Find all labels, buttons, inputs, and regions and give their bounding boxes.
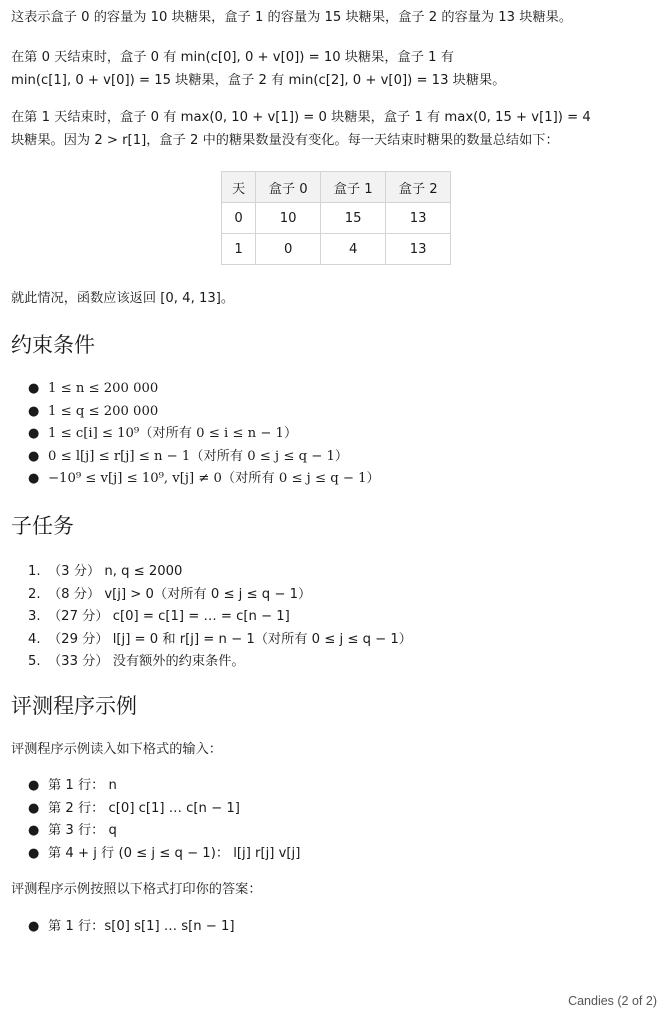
list-item: 3. （27 分） c[0] = c[1] = … = c[n − 1] [28, 609, 290, 625]
candies-summary-table [221, 171, 451, 265]
list-item: 1. （3 分） n, q ≤ 2000 [28, 564, 183, 579]
list-item: ● 第 1 行： n [0, 775, 300, 798]
intro-paragraph-capacities: 这表示盒子 0 的容量为 10 块糖果，盒子 1 的容量为 15 块糖果，盒子 2 的容量为 13 块糖果。 [11, 10, 573, 25]
constraints-list [0, 378, 380, 491]
table-header-cell: 天 [222, 172, 256, 203]
list-item: ● 1 ≤ n ≤ 200 000 [0, 378, 380, 401]
grader-output-intro: 评测程序示例按照以下格式打印你的答案： [11, 882, 262, 897]
bullet-icon: ● [28, 778, 40, 793]
grader-output-list [0, 916, 235, 939]
table-cell: 10 [256, 203, 321, 234]
grader-input-list [0, 775, 300, 865]
table-header-cell: 盒子 1 [321, 172, 386, 203]
grader-heading: 评测程序示例 [11, 694, 137, 718]
table-row [222, 234, 451, 265]
bullet-icon: ● [28, 381, 40, 396]
intro-paragraph-day0-line1: 在第 0 天结束时，盒子 0 有 min(c[0], 0 + v[0]) = 10 块糖果，盒子 1 有 [11, 50, 454, 65]
table-cell: 15 [321, 203, 386, 234]
subtasks-list [0, 561, 412, 674]
bullet-icon: ● [28, 471, 40, 487]
table-row [222, 203, 451, 234]
table-cell: 0 [256, 234, 321, 265]
list-item: ● 1 ≤ q ≤ 200 000 [0, 401, 380, 424]
table-cell: 1 [222, 234, 256, 265]
table-cell: 13 [386, 203, 451, 234]
list-item: ● 1 ≤ c[i] ≤ 10⁹（对所有 0 ≤ i ≤ n − 1） [0, 423, 380, 446]
bullet-icon: ● [28, 823, 40, 839]
list-item: 2. （8 分） v[j] > 0（对所有 0 ≤ j ≤ q − 1） [28, 586, 312, 602]
bullet-icon: ● [28, 919, 40, 934]
table-cell: 0 [222, 203, 256, 234]
page-footer: Candies (2 of 2) [568, 994, 657, 1008]
table-header-cell: 盒子 0 [256, 172, 321, 203]
list-item: ● 第 2 行： c[0] c[1] … c[n − 1] [0, 798, 300, 821]
list-item: 5. （33 分） 没有额外的约束条件。 [28, 654, 245, 670]
bullet-icon: ● [28, 845, 40, 861]
table-header-row [222, 172, 451, 203]
table-header-cell: 盒子 2 [386, 172, 451, 203]
list-item: ● 第 3 行： q [0, 820, 300, 843]
intro-paragraph-day1-line2: 块糖果。因为 2 > r[1]，盒子 2 中的糖果数量没有变化。每一天结束时糖果的数量总结如下： [11, 133, 559, 148]
list-item: ● 0 ≤ l[j] ≤ r[j] ≤ n − 1（对所有 0 ≤ j ≤ q − 1） [0, 446, 380, 469]
table-cell: 13 [386, 234, 451, 265]
intro-paragraph-day0-line2: min(c[1], 0 + v[0]) = 15 块糖果，盒子 2 有 min(c[2], 0 + v[0]) = 13 块糖果。 [11, 73, 506, 88]
table-cell: 4 [321, 234, 386, 265]
bullet-icon: ● [28, 426, 40, 442]
list-item: ● −10⁹ ≤ v[j] ≤ 10⁹, v[j] ≠ 0（对所有 0 ≤ j ≤ q − 1） [0, 468, 380, 491]
list-item: 4. （29 分） l[j] = 0 和 r[j] = n − 1（对所有 0 ≤ j ≤ q − 1） [28, 631, 412, 647]
list-item: ● 第 1 行：s[0] s[1] … s[n − 1] [0, 916, 235, 939]
bullet-icon: ● [28, 448, 40, 464]
grader-input-intro: 评测程序示例读入如下格式的输入： [11, 742, 222, 757]
intro-paragraph-day1-line1: 在第 1 天结束时，盒子 0 有 max(0, 10 + v[1]) = 0 块糖果，盒子 1 有 max(0, 15 + v[1]) = 4 [11, 110, 591, 125]
constraints-heading: 约束条件 [11, 333, 95, 357]
subtasks-heading: 子任务 [11, 514, 74, 538]
conclusion-paragraph: 就此情况，函数应该返回 [0, 4, 13]。 [11, 291, 235, 306]
bullet-icon: ● [28, 403, 40, 419]
bullet-icon: ● [28, 800, 40, 816]
list-item: ● 第 4 + j 行 (0 ≤ j ≤ q − 1)： l[j] r[j] v[j] [0, 843, 300, 866]
